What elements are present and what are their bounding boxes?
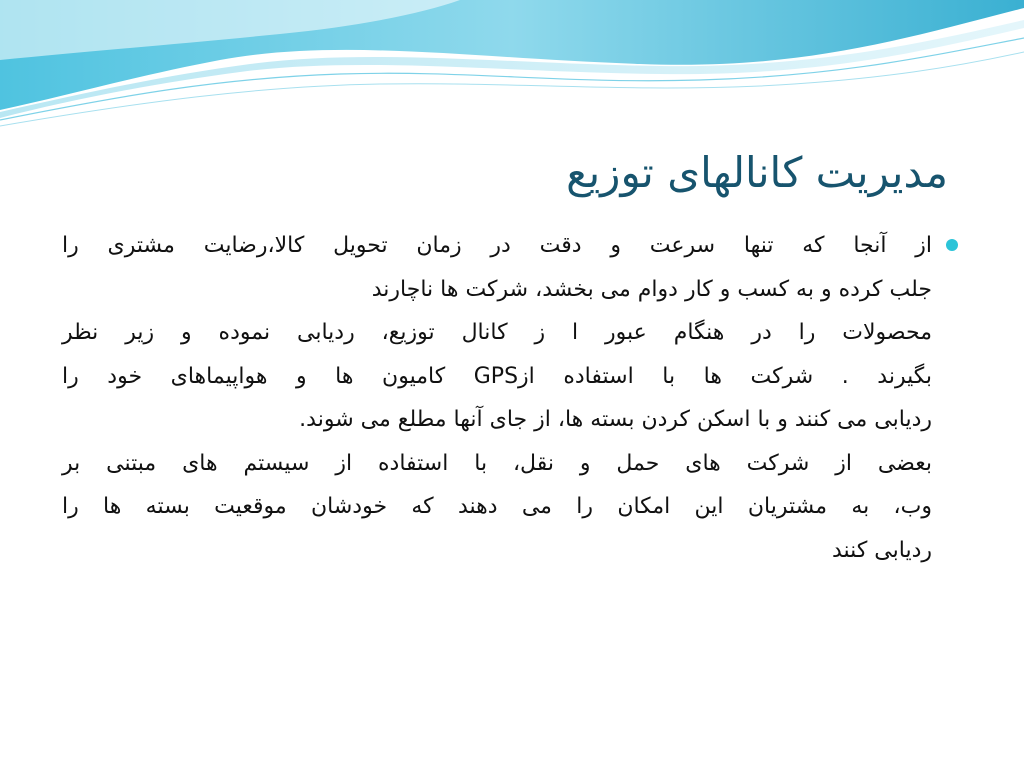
slide-title: مدیریت کانالهای توزیع xyxy=(566,148,948,197)
bullet-paragraph xyxy=(62,224,932,572)
paragraph-line: بعضی از شرکت های حمل و نقل، با استفاده از سیستم های مبتنی بر xyxy=(62,450,932,476)
paragraph-line: جلب کرده و به کسب و کار دوام می بخشد، شرکت ها ناچارند xyxy=(371,276,932,302)
paragraph-line: محصولات را در هنگام عبور ا ز کانال توزیع، ردیابی نموده و زیر نظر xyxy=(62,320,932,345)
paragraph-line: بگیرند . شرکت ها با استفاده ازGPS کامیون ها و هواپیماهای خود را xyxy=(62,363,933,389)
paragraph-line: از آنجا که تنها سرعت و دقت در زمان تحویل کالا،رضایت مشتری را xyxy=(62,233,932,258)
paragraph-line: وب، به مشتریان این امکان را می دهند که خودشان موقعیت بسته ها را xyxy=(62,494,932,519)
paragraph-line: ردیابی می کنند و با اسکن کردن بسته ها، از جای آنها مطلع می شوند. xyxy=(299,407,932,432)
slide-content xyxy=(62,224,962,604)
circle-bullet-icon xyxy=(946,239,958,251)
bullet-item xyxy=(62,224,962,572)
paragraph-line: ردیابی کنند xyxy=(832,537,932,563)
wave-header-decoration xyxy=(0,0,1024,130)
